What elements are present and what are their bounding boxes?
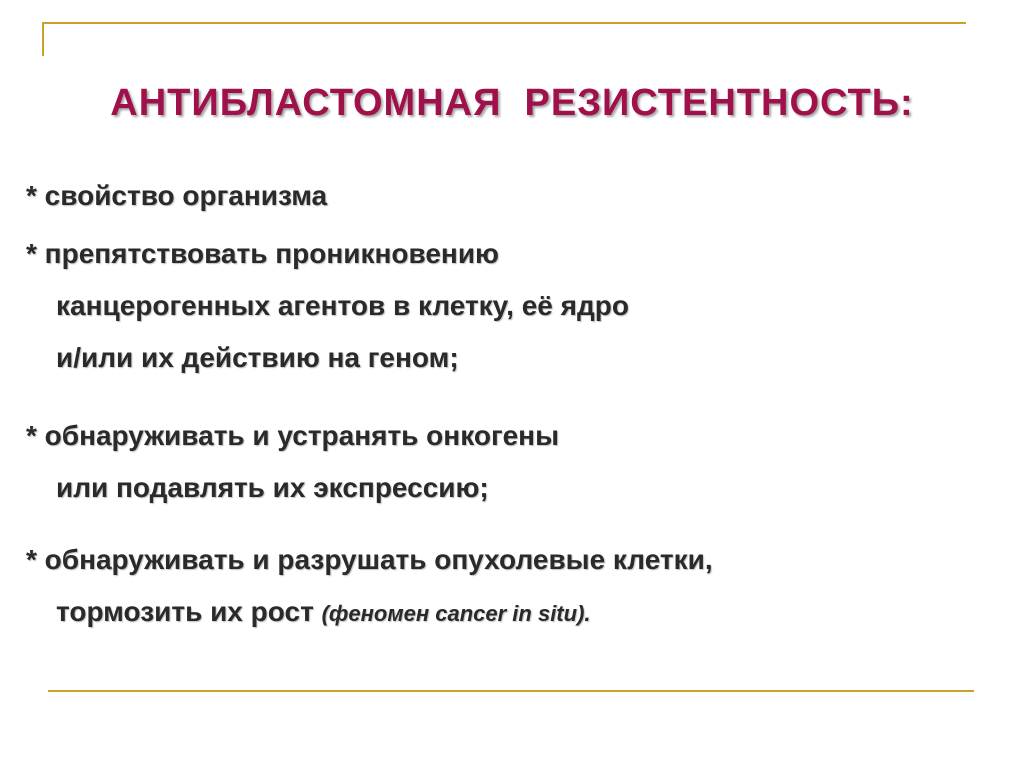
bullet-3-line-1: * обнаруживать и устранять онкогены	[26, 420, 559, 451]
bullet-4-line-1: * обнаруживать и разрушать опухолевые клетки,	[26, 544, 713, 575]
frame-bottom-line	[48, 690, 974, 692]
bullet-2-line-1: * препятствовать проникновению	[26, 238, 499, 269]
bullet-4-line-2	[56, 594, 591, 632]
frame-left-line	[42, 22, 44, 56]
frame-top-line	[42, 22, 966, 24]
bullet-1-line-1: * свойство организма	[26, 180, 328, 211]
slide-title: АНТИБЛАСТОМНАЯ РЕЗИСТЕНТНОСТЬ:	[110, 82, 914, 124]
bullet-4-line-2-text: тормозить их рост	[56, 596, 314, 627]
phenomenon-note: (феномен cancer in situ).	[321, 601, 591, 626]
bullet-2-line-3: и/или их действию на геном;	[56, 342, 459, 373]
bullet-3-line-2: или подавлять их экспрессию;	[56, 472, 489, 503]
bullet-2-line-2: канцерогенных агентов в клетку, её ядро	[56, 290, 629, 321]
